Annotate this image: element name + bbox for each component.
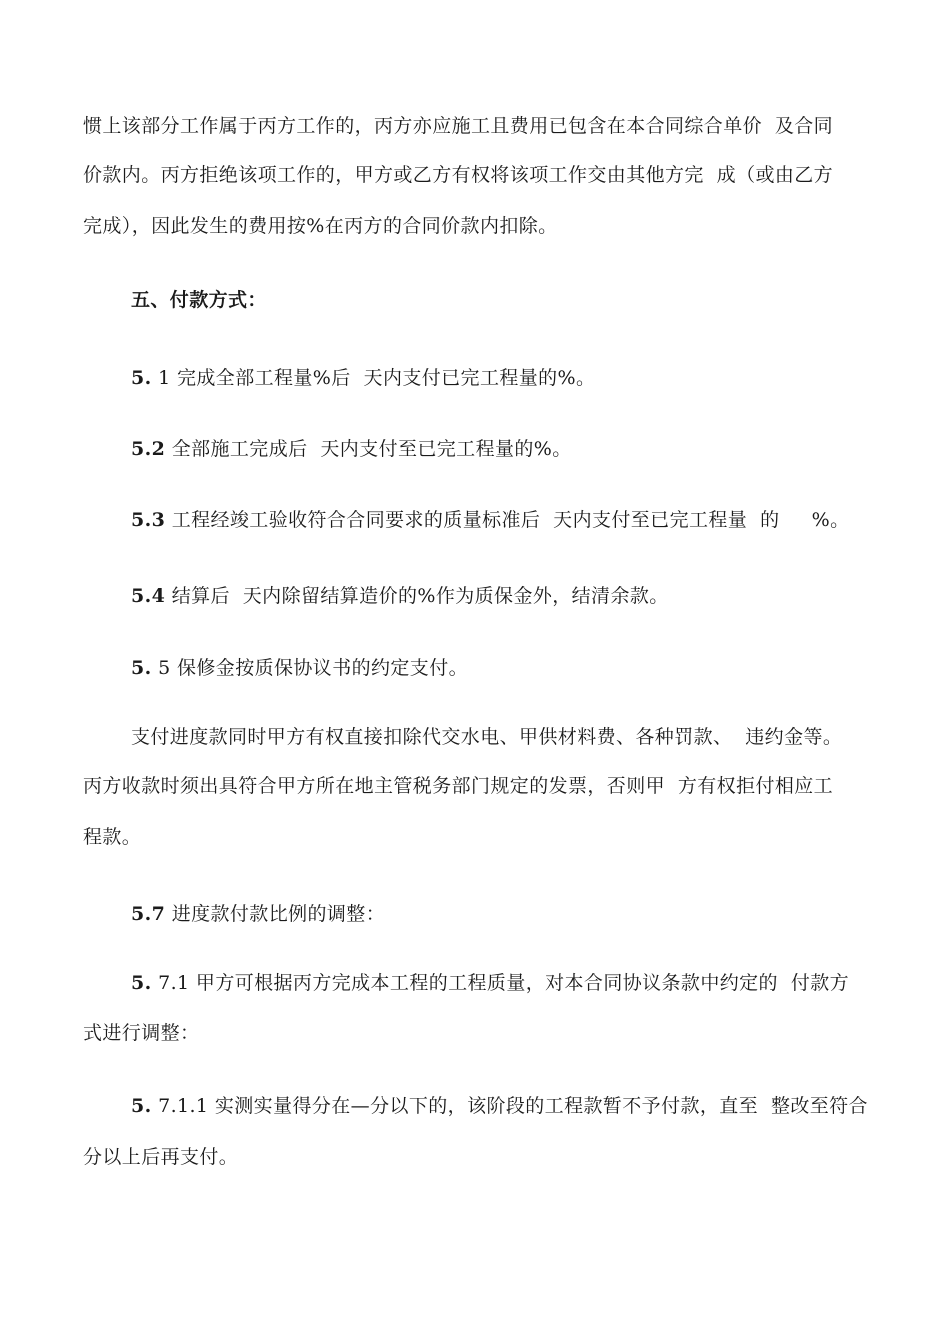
- clause-number: 5.: [131, 1095, 152, 1117]
- clause-text: 7.1.1 实测实量得分在—分以下的，该阶段的工程款暂不予付款，直至 整改至符合: [151, 1095, 868, 1117]
- clause-text: 7.1 甲方可根据丙方完成本工程的工程质量，对本合同协议条款中约定的 付款方: [151, 972, 850, 994]
- clause-number: 5.: [131, 972, 152, 994]
- clause-text: 工程经竣工验收符合合同要求的质量标准后 天内支付至已完工程量 的 %。: [165, 509, 850, 531]
- clause-text: 5 保修金按质保协议书的约定支付。: [151, 657, 469, 679]
- clause-5-5: [131, 656, 468, 680]
- intro-line-3: 完成），因此发生的费用按%在丙方的合同价款内扣除。: [83, 215, 558, 237]
- clause-5-7: [131, 902, 385, 926]
- clause-text: 全部施工完成后 天内支付至已完工程量的%。: [165, 438, 572, 460]
- payment-para-line-1: 支付进度款同时甲方有权直接扣除代交水电、甲供材料费、各种罚款、 违约金等。: [131, 726, 843, 748]
- clause-text: 进度款付款比例的调整：: [165, 903, 386, 925]
- clause-text: 结算后 天内除留结算造价的%作为质保金外，结清余款。: [165, 585, 669, 607]
- payment-para-line-3: 程款。: [83, 826, 142, 848]
- clause-5-2: [131, 437, 572, 461]
- payment-para-line-2: 丙方收款时须出具符合甲方所在地主管税务部门规定的发票，否则甲 方有权拒付相应工: [83, 775, 834, 797]
- clause-number: 5.7: [131, 903, 166, 925]
- clause-5-4: [131, 584, 669, 608]
- clause-5-1: [131, 366, 595, 390]
- clause-number: 5.2: [131, 438, 166, 460]
- intro-line-1: 惯上该部分工作属于丙方工作的，丙方亦应施工且费用已包含在本合同综合单价 及合同: [83, 115, 834, 137]
- clause-5-3: [131, 508, 850, 532]
- section-heading: 五、付款方式：: [131, 289, 267, 311]
- clause-number: 5.: [131, 657, 152, 679]
- clause-5-7-1-1: [131, 1094, 868, 1118]
- clause-number: 5.3: [131, 509, 166, 531]
- clause-5-7-1-cont: 式进行调整：: [83, 1022, 200, 1044]
- clause-number: 5.4: [131, 585, 166, 607]
- clause-text: 1 完成全部工程量%后 天内支付已完工程量的%。: [151, 367, 596, 389]
- clause-number: 5.: [131, 367, 152, 389]
- clause-5-7-1-1-cont: 分以上后再支付。: [83, 1146, 239, 1168]
- clause-5-7-1: [131, 971, 849, 995]
- intro-line-2: 价款内。丙方拒绝该项工作的，甲方或乙方有权将该项工作交由其他方完 成（或由乙方: [83, 164, 834, 186]
